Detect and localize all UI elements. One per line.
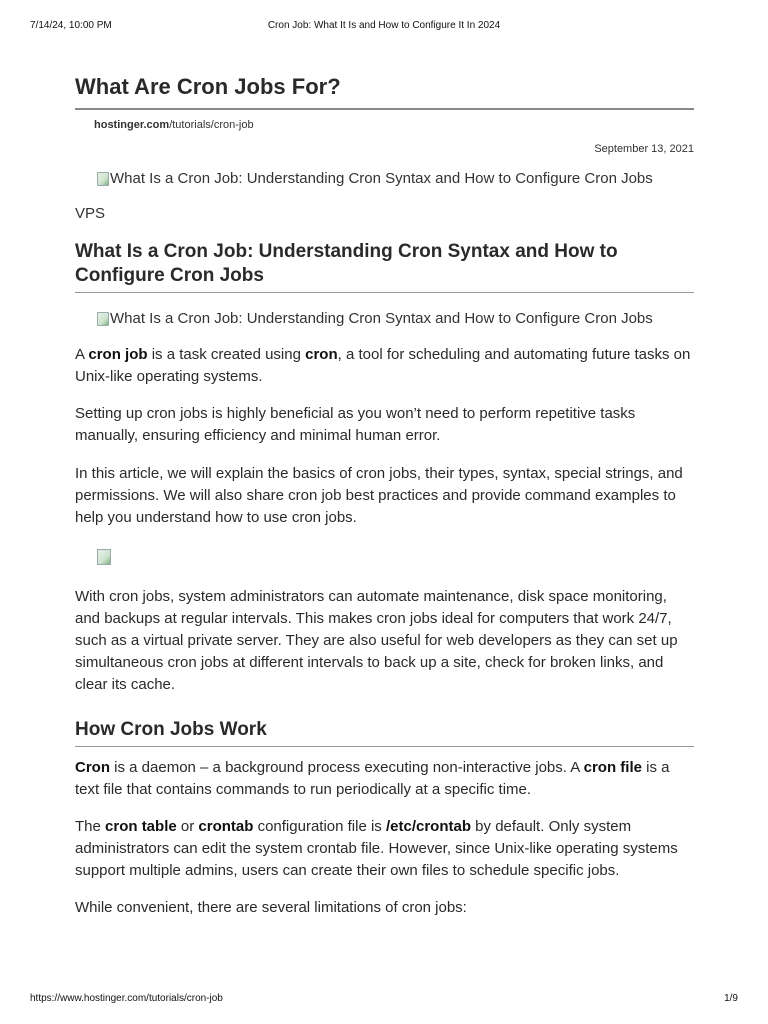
limitations-paragraph: While convenient, there are several limitations of cron jobs: — [75, 899, 467, 916]
article — [75, 72, 694, 919]
cron-daemon-paragraph: Cron is a daemon – a background process executing non-interactive jobs. A cron file is a text file that contains commands to run periodically at a specific time. — [75, 759, 670, 798]
overview-paragraph: In this article, we will explain the basics of cron jobs, their types, syntax, special strings, and permissions. We will also share cron job best practices and provide command examples to help you understand how to use cron jobs. — [75, 465, 683, 526]
article-image-alt: What Is a Cron Job: Understanding Cron Syntax and How to Configure Cron Jobs — [110, 310, 653, 327]
uses-paragraph: With cron jobs, system administrators can automate maintenance, disk space monitoring, and backups at regular intervals. This makes cron jobs ideal for computers that work 24/7, such as a virtual private server. They are also useful for web developers as they can set up simultaneous cron jobs at different intervals to back up a site, check for broken links, and clear its cache. — [75, 588, 678, 693]
broken-image-icon — [97, 549, 111, 565]
print-url[interactable]: https://www.hostinger.com/tutorials/cron-job — [30, 993, 223, 1004]
source-domain[interactable]: hostinger.com — [94, 119, 170, 131]
page-number: 1/9 — [724, 993, 738, 1004]
page-title: What Are Cron Jobs For? — [75, 72, 694, 110]
featured-image-alt: What Is a Cron Job: Understanding Cron Syntax and How to Configure Cron Jobs — [110, 170, 653, 187]
print-footer — [30, 993, 738, 1007]
article-heading: What Is a Cron Job: Understanding Cron Syntax and How to Configure Cron Jobs — [75, 240, 694, 293]
intro-paragraph: A cron job is a task created using cron, a tool for scheduling and automating future tasks on Unix-like operating systems. — [75, 346, 691, 385]
broken-image-icon — [97, 312, 109, 326]
inline-image — [97, 549, 694, 569]
broken-image-icon — [97, 172, 109, 186]
article-image — [97, 309, 694, 329]
benefits-paragraph: Setting up cron jobs is highly beneficial as you won’t need to perform repetitive tasks manually, ensuring efficiency and minimal human error. — [75, 405, 636, 444]
print-datetime: 7/14/24, 10:00 PM — [30, 20, 112, 31]
crontab-paragraph: The cron table or crontab configuration file is /etc/crontab by default. Only system administrators can edit the system crontab file. However, since Unix-like operating systems support multiple admins, users can create their own files to schedule specific jobs. — [75, 818, 678, 879]
publish-date: September 13, 2021 — [594, 143, 694, 155]
featured-image — [97, 169, 694, 189]
print-header — [30, 20, 738, 34]
section-heading-how-cron-works: How Cron Jobs Work — [75, 718, 694, 747]
category-label[interactable]: VPS — [75, 205, 106, 222]
print-doc-title: Cron Job: What It Is and How to Configure It In 2024 — [267, 20, 501, 31]
source-path[interactable]: /tutorials/cron-job — [169, 119, 254, 131]
source-link[interactable] — [94, 118, 694, 132]
